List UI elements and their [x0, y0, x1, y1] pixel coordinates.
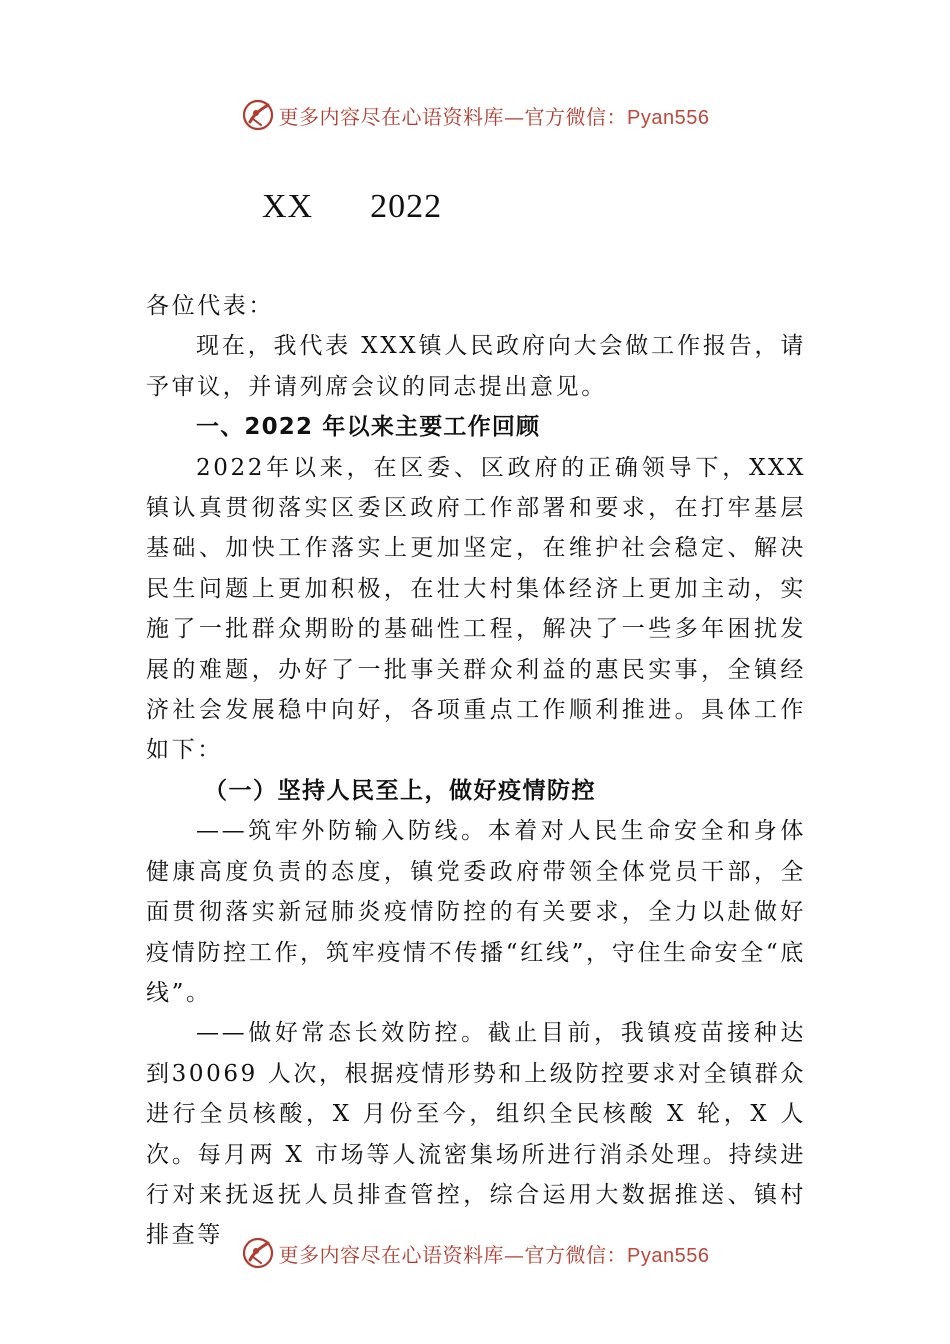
watermark-footer: [0, 1233, 950, 1273]
salutation: 各位代表：: [146, 293, 274, 319]
watermark-header: [0, 95, 950, 135]
document-body: [146, 286, 806, 1256]
paragraph-prevention: ——做好常态长效防控。截止目前，我镇疫苗接种达到30069 人次，根据疫情形势和上级防控要求对全镇群众进行全员核酸，X 月份至今，组织全民核酸 X 轮，X 人次。每月两 X 市场等人流密集场所进行消杀处理。持续进行对来抚返抚人员排查管控，综合运用大数据推送、镇村排查等: [146, 1020, 806, 1249]
watermark-text: 更多内容尽在心语资料库—官方微信：Pyan556: [278, 104, 710, 129]
brush-seal-icon: [241, 98, 275, 132]
watermark-text: 更多内容尽在心语资料库—官方微信：Pyan556: [278, 1242, 710, 1267]
brush-seal-icon: [241, 1236, 275, 1270]
watermark-id: Pyan556: [627, 106, 710, 129]
paragraph-review: 2022年以来，在区委、区政府的正确领导下，XXX镇认真贯彻落实区委区政府工作部署和要求，在打牢基层基础、加快工作落实上更加坚定，在维护社会稳定、解决民生问题上更加积极，在壮大村集体经济上更加主动，实施了一批群众期盼的基础性工程，解决了一些多年困扰发展的难题，办好了一批事关群众利益的惠民实事，全镇经济社会发展稳中向好，各项重点工作顺利推进。具体工作如下：: [146, 454, 806, 764]
watermark-id: Pyan556: [627, 1244, 710, 1267]
document-title: XX 2022: [262, 188, 443, 225]
paragraph-defense: ——筑牢外防输入防线。本着对人民生命安全和身体健康高度负责的态度，镇党委政府带领全体党员干部，全面贯彻落实新冠肺炎疫情防控的有关要求，全力以赴做好疫情防控工作，筑牢疫情不传播“红线”，守住生命安全“底线”。: [146, 818, 806, 1006]
subsection-heading: （一）坚持人民至上，做好疫情防控: [204, 776, 596, 804]
paragraph-intro: 现在，我代表 XXX镇人民政府向大会做工作报告，请予审议，并请列席会议的同志提出意见。: [146, 333, 806, 400]
section-heading: 一、2022 年以来主要工作回顾: [196, 414, 541, 441]
